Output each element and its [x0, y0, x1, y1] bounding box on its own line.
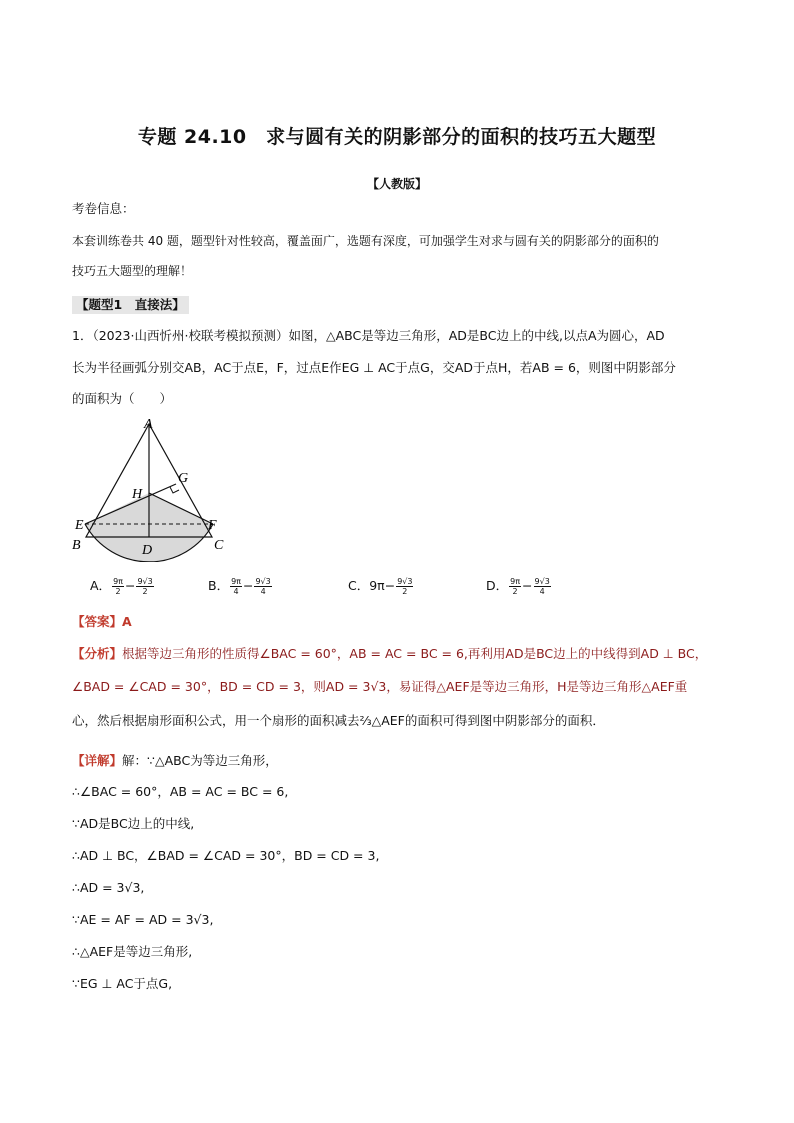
detail-step-3: ∴AD ⊥ BC，∠BAD = ∠CAD = 30°，BD = CD = 3, [72, 848, 380, 863]
detail-step-6: ∴△AEF是等边三角形, [72, 944, 193, 959]
intro-line-1: 本套训练卷共 40 题，题型针对性较高，覆盖面广，选题有深度，可加强学生对求与圆有关的阴影部分的面积的 [72, 234, 659, 248]
analysis-line-3: 心，然后根据扇形面积公式，用一个扇形的面积减去⅔△AEF的面积可得到图中阴影部分的面积． [72, 713, 605, 728]
page-title: 专题 24.10 求与圆有关的阴影部分的面积的技巧五大题型 [137, 126, 657, 148]
section-tag: 【题型1 直接法】 [72, 296, 189, 314]
option-d[interactable]: D． $\frac{9\pi}{2}$ − $\frac{9√3}{4}$ [486, 577, 550, 596]
label-g: G [178, 471, 189, 486]
detail-step-7: ∵EG ⊥ AC于点G, [72, 976, 173, 991]
label-h: H [132, 487, 143, 502]
analysis-line-2: ∠BAD = ∠CAD = 30°，BD = CD = 3，则AD = 3√3，易证得△AEF是等边三角形，H是等边三角形△AEF重 [72, 679, 688, 694]
detail-step-5: ∵AE = AF = AD = 3√3, [72, 912, 214, 927]
option-b[interactable]: B． $\frac{9\pi}{4}$ − $\frac{9√3}{4}$ [208, 577, 271, 596]
option-c[interactable]: C．9π− $\frac{9√3}{2}$ [348, 577, 413, 596]
analysis-line-1: 【分析】根据等边三角形的性质得∠BAC = 60°，AB = AC = BC = 6,再利用AD是BC边上的中线得到AD ⊥ BC， [72, 646, 708, 661]
detail-line-0: 【详解】解：∵△ABC为等边三角形， [72, 753, 278, 768]
exam-info-label: 考卷信息： [72, 201, 135, 216]
label-a: A [144, 417, 153, 432]
question-line-1: 1．（2023·山西忻州·校联考模拟预测）如图，△ABC是等边三角形，AD是BC边上的中线,以点A为圆心，AD [72, 328, 665, 343]
detail-step-1: ∴∠BAC = 60°，AB = AC = BC = 6, [72, 784, 289, 799]
label-d: D [142, 543, 153, 558]
label-e: E [75, 518, 84, 533]
triangle-figure [66, 412, 236, 562]
intro-line-2: 技巧五大题型的理解！ [72, 264, 193, 278]
right-angle-mark [170, 487, 179, 493]
detail-step-2: ∵AD是BC边上的中线, [72, 816, 195, 831]
option-a[interactable]: A． $\frac{9\pi}{2}$ − $\frac{9√3}{2}$ [90, 577, 153, 596]
label-f: F [208, 518, 217, 533]
label-b: B [72, 538, 81, 553]
label-c: C [214, 538, 224, 553]
question-line-2: 长为半径画弧分别交AB，AC于点E，F，过点E作EG ⊥ AC于点G，交AD于点H，若AB = 6，则图中阴影部分 [72, 360, 676, 375]
question-line-3: 的面积为（ ） [72, 391, 173, 406]
detail-step-4: ∴AD = 3√3, [72, 880, 145, 895]
answer-line: 【答案】A [72, 614, 132, 629]
edition-label: 【人教版】 [366, 177, 427, 191]
